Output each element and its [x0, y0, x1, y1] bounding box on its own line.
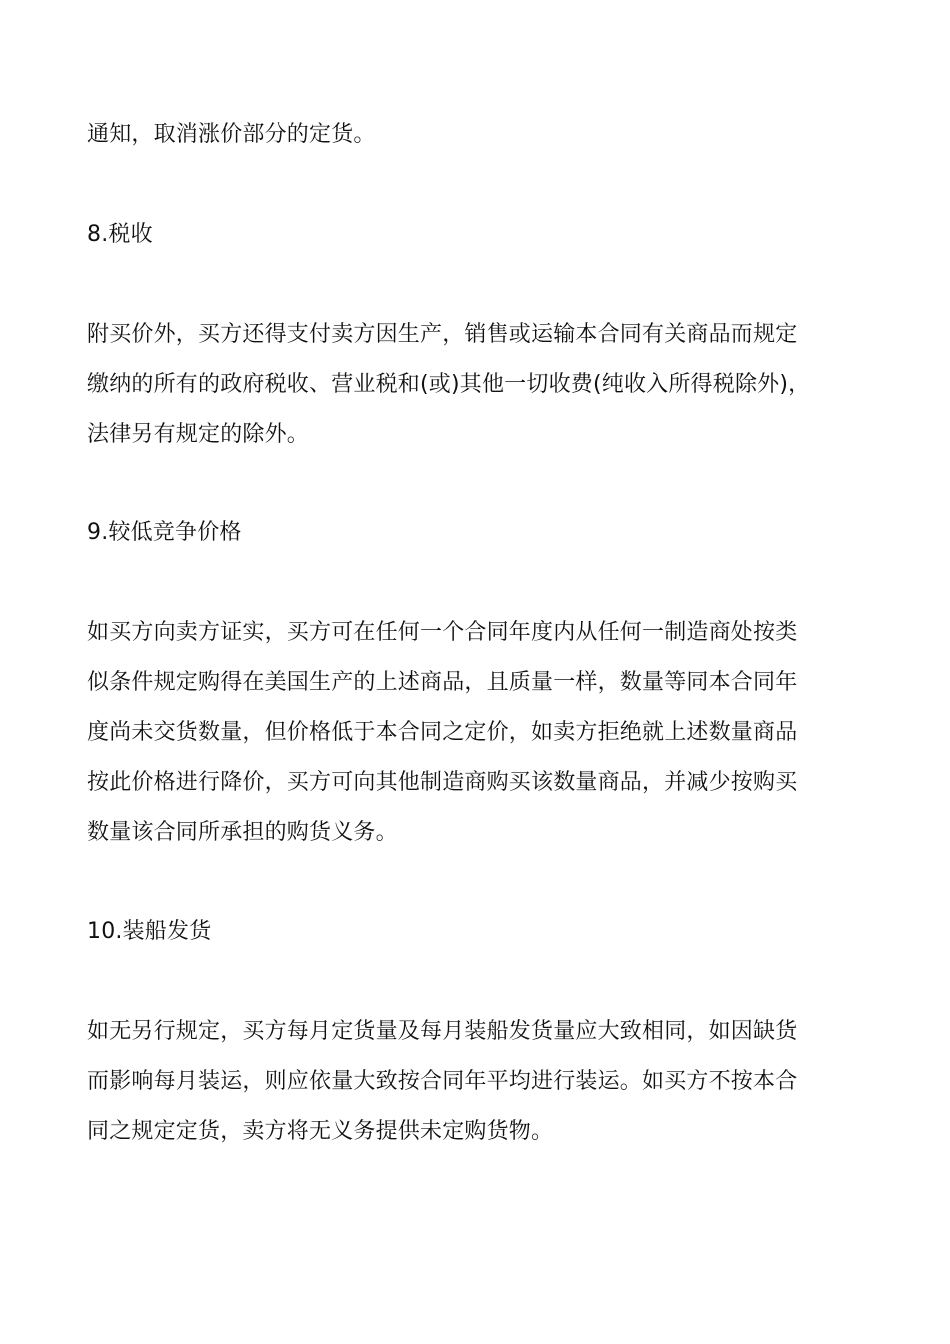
- text-line: 通知，取消涨价部分的定货。: [87, 122, 376, 147]
- paragraph-lower-competitive-price: [87, 608, 867, 858]
- text-line: 按此价格进行降价，买方可向其他制造商购买该数量商品，并减少按购买: [87, 770, 798, 795]
- paragraph-continued-notice: [87, 110, 867, 160]
- text-line: 如买方向卖方证实，买方可在任何一个合同年度内从任何一制造商处按类: [87, 620, 798, 645]
- text-line: 缴纳的所有的政府税收、营业税和(或)其他一切收费(纯收入所得税除外)，: [87, 372, 811, 397]
- text-line: 似条件规定购得在美国生产的上述商品，且质量一样，数量等同本合同年: [87, 670, 798, 695]
- text-line: 附买价外，买方还得支付卖方因生产，销售或运输本合同有关商品而规定: [87, 322, 798, 347]
- paragraph-tax: [87, 310, 867, 460]
- text-line: 度尚未交货数量，但价格低于本合同之定价，如卖方拒绝就上述数量商品: [87, 720, 798, 745]
- text-line: 数量该合同所承担的购货义务。: [87, 820, 398, 845]
- text-line: 法律另有规定的除外。: [87, 422, 310, 447]
- section-heading-shipment: 10.装船发货: [87, 919, 212, 944]
- section-heading-lower-competitive-price: 9.较低竞争价格: [87, 520, 242, 545]
- text-line: 而影响每月装运，则应依量大致按合同年平均进行装运。如买方不按本合: [87, 1069, 798, 1094]
- section-heading-tax: 8.税收: [87, 222, 153, 247]
- text-line: 同之规定定货，卖方将无义务提供未定购货物。: [87, 1119, 554, 1144]
- paragraph-shipment: [87, 1007, 867, 1157]
- text-line: 如无另行规定，买方每月定货量及每月装船发货量应大致相同，如因缺货: [87, 1019, 798, 1044]
